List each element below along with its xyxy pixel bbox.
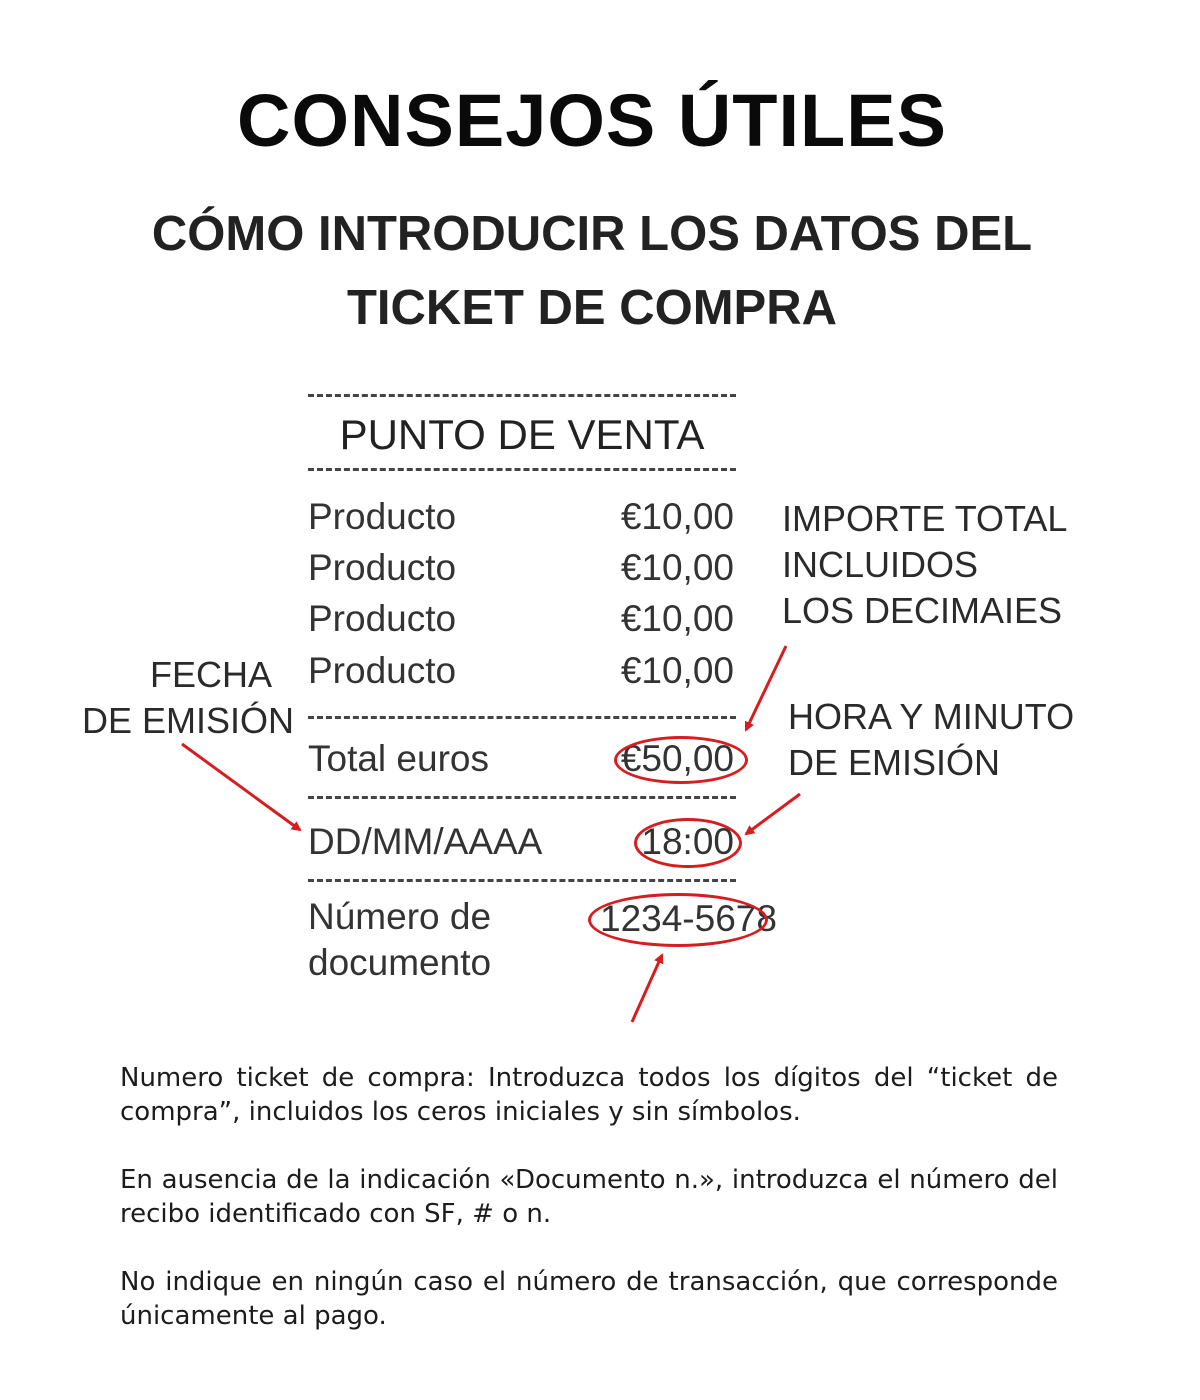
date-note-line-1: FECHA — [150, 654, 273, 695]
subtitle-line-2: TICKET DE COMPRA — [347, 281, 837, 335]
receipt-total-value: €50,00 — [620, 738, 734, 779]
receipt-time: 18:00 — [641, 821, 734, 862]
receipt-item-price: €10,00 — [620, 547, 734, 588]
total-note-line-1: IMPORTE TOTAL — [782, 498, 1068, 539]
receipt-doc-label-line-2: documento — [308, 942, 492, 983]
page-title: CONSEJOS ÚTILES — [237, 79, 947, 162]
receipt-item-label: Producto — [308, 650, 457, 691]
receipt-item-label: Producto — [308, 496, 457, 537]
receipt-doc-number: 1234-5678 — [600, 898, 777, 939]
receipt-item-price: €10,00 — [620, 650, 734, 691]
receipt-item-label: Producto — [308, 547, 457, 588]
instruction-paragraph-3: No indique en ningún caso el número de transacción, que corresponde únicamente al pago. — [120, 1267, 1058, 1331]
instruction-paragraph-1: Numero ticket de compra: Introduzca todos los dígitos del “ticket de compra”, incluidos los ceros iniciales y sin símbolos. — [120, 1063, 1058, 1127]
instruction-paragraph-2: En ausencia de la indicación «Documento n.», introduzca el número del recibo identificado con SF, # o n. — [120, 1165, 1058, 1229]
date-arrow — [182, 744, 300, 830]
time-note-line-2: DE EMISIÓN — [788, 742, 1001, 783]
receipt-date: DD/MM/AAAA — [308, 821, 543, 862]
total-arrow — [746, 646, 786, 730]
receipt-store-name: PUNTO DE VENTA — [339, 411, 705, 458]
doc-number-arrow — [632, 955, 662, 1022]
date-note-line-2: DE EMISIÓN — [82, 700, 295, 741]
receipt-item-price: €10,00 — [620, 496, 734, 537]
time-note-line-1: HORA Y MINUTO — [788, 696, 1075, 737]
time-arrow — [746, 794, 800, 834]
receipt-item-price: €10,00 — [620, 598, 734, 639]
receipt-item-label: Producto — [308, 598, 457, 639]
receipt-doc-label-line-1: Número de — [308, 896, 492, 937]
total-note-line-3: LOS DECIMAIES — [782, 590, 1063, 631]
receipt-total-label: Total euros — [308, 738, 489, 779]
total-note-line-2: INCLUIDOS — [782, 544, 979, 585]
subtitle-line-1: CÓMO INTRODUCIR LOS DATOS DEL — [151, 207, 1033, 261]
